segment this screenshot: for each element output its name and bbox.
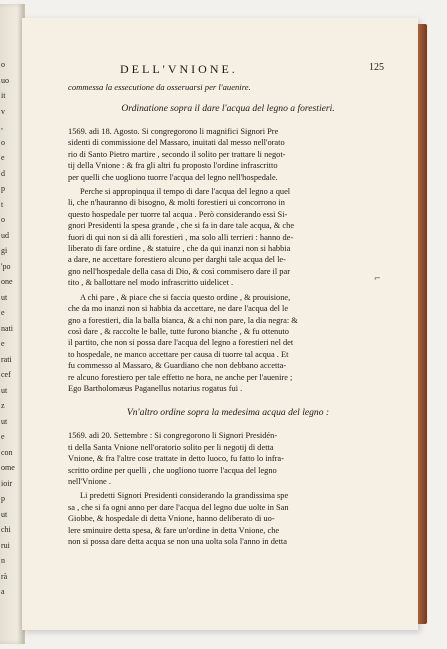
text-line: to hospedale, ne manco accettare per causa di tuorre tal acqua . Et bbox=[68, 349, 289, 359]
left-page-fragment: a bbox=[1, 587, 5, 596]
text-line: tito , & ballottare nel modo infrascritto uidelicet . bbox=[68, 278, 234, 288]
left-page-fragment: ome bbox=[1, 463, 15, 472]
left-page-fragment: p bbox=[1, 494, 5, 503]
left-page-fragment: ut bbox=[1, 292, 8, 302]
page-text-block bbox=[68, 62, 388, 550]
left-page-fragment: rà bbox=[1, 571, 8, 581]
left-page-fragment: gi bbox=[1, 246, 8, 255]
left-page-fragment: ud bbox=[1, 230, 9, 240]
left-page-fragment: ut bbox=[1, 416, 8, 426]
text-line: gno nell'hospedale della casa di Dio, & così commisero dare il par bbox=[68, 266, 290, 276]
text-line: re alcuno forestiero per tale effetto ne hora, ne anche per l'auenire ; bbox=[68, 372, 293, 382]
left-page-fragment: one bbox=[1, 277, 13, 286]
text-line: 1569. adi 20. Settembre : Si congregorono li Signori Presidén- bbox=[68, 431, 278, 441]
text-line: sidenti di commissione del Massaro, inuitati dal messo nell'orato bbox=[68, 138, 285, 148]
text-line: non si possa dare detta acqua se non una uolta sola l'anno in detta bbox=[68, 537, 287, 546]
left-page-fragment: z bbox=[1, 401, 5, 410]
left-page-fragment: v bbox=[1, 106, 5, 116]
text-line: per quelli che uogliono tuorre l'acqua del legno nell'hospedale. bbox=[68, 172, 278, 182]
left-page-fragment: ioir bbox=[1, 478, 13, 488]
left-page-fragment: uo bbox=[1, 75, 9, 85]
text-line: Giobbe, & hospedale di detta Vnione, hanno deliberato di uo- bbox=[68, 514, 275, 524]
page-number: 125 bbox=[369, 62, 384, 73]
text-line: liberato di fare ordine , & statuire , che da qui inanzi non si habbia bbox=[68, 244, 291, 254]
text-line: Vnione, & fra l'altre cose trattate in detto luoco, fu fatto lo infra- bbox=[68, 454, 284, 464]
text-line: lere sminuire detta spesa, & fare un'ordine in detta Vnione, che bbox=[68, 525, 280, 535]
left-page-fragment: p bbox=[1, 184, 5, 193]
left-page-fragment: ut bbox=[1, 509, 8, 519]
text-line: fu commesso al Massaro, & Guardiano che non debbano accetta- bbox=[68, 361, 287, 371]
text-line: A chi pare , & piace che si faccia questo ordine , & prouisione, bbox=[80, 292, 291, 302]
text-line: rio di Santo Pietro martire , secondo il solito per trattare li negot- bbox=[68, 149, 286, 159]
text-line: Perche si appropinqua il tempo di dare l'acqua del legno a quel bbox=[80, 187, 291, 197]
text-line: questo hospedale per tuorre tal acqua . Però considerando essi Si- bbox=[68, 209, 288, 219]
left-page-fragment: o bbox=[1, 137, 5, 147]
text-line: gnori Presidenti la spesa grande , che si fa in dare tale acqua, & che bbox=[68, 221, 295, 231]
text-line: che da mo inanzi non si habbia da accettare, ne dare l'acqua del le bbox=[68, 304, 289, 314]
book-cover-edge bbox=[418, 24, 427, 624]
left-page-fragment: e bbox=[1, 153, 5, 162]
left-page-fragment: 'po bbox=[1, 261, 11, 271]
running-head: DELL'VNIONE. bbox=[120, 62, 238, 76]
text-line: li, che n'hauranno di bisogno, & molti forestieri ui concorrono in bbox=[68, 198, 285, 208]
catchline: commessa la essecutione da osseruarsi per l'auenire. bbox=[68, 82, 251, 92]
text-line: gno a forestieri, dia la balla bianca, & a chi non pare, la dia negra: & bbox=[68, 315, 298, 325]
text-line: così dare , & raccolte le balle, tutte furono bianche , & fu ottenuto bbox=[68, 326, 289, 336]
text-line: sa , che si fa ogni anno per dare l'acqua del legno due uolte in San bbox=[68, 502, 289, 512]
left-page-fragment: , bbox=[1, 122, 3, 131]
left-page-fragment: d bbox=[1, 168, 5, 178]
text-line: 1569. adi 18. Agosto. Si congregorono li magnifici Signori Pre bbox=[68, 127, 279, 136]
left-page-fragment: rui bbox=[1, 540, 10, 550]
text-line: ti della Santa Vnione nell'oratorio solito per li negotij di detta bbox=[68, 442, 274, 452]
text-line: fuori di qui non si dà alli forestieri , ma solo alli terrieri : hanno de- bbox=[68, 232, 294, 242]
left-page-fragment: t bbox=[1, 199, 4, 209]
text-line: Li predetti Signori Presidenti considerando la grandissima spe bbox=[80, 491, 289, 501]
left-page-fragment: e bbox=[1, 432, 5, 441]
paragraph bbox=[68, 430, 388, 487]
section-heading-2: Vn'altro ordine sopra la medesima acqua del legno : bbox=[126, 407, 330, 419]
text-line: scritto ordine per quelli , che uogliono tuorre l'acqua del legno bbox=[68, 465, 277, 475]
left-page-fragment: nati bbox=[1, 323, 13, 333]
section-1-body bbox=[68, 126, 388, 397]
left-page-fragment: cef bbox=[1, 370, 11, 379]
section-2-body bbox=[68, 430, 388, 550]
left-page-fragment: e bbox=[1, 339, 5, 348]
left-page-fragment: rati bbox=[1, 354, 12, 364]
text-line: a dare, ne accettare forestiero alcuno per darghi tale acqua del le- bbox=[68, 255, 286, 265]
left-page-fragment: it bbox=[1, 91, 6, 100]
text-line: tij della Vnione : & fra gli altri fu proposto l'ordine infrascritto bbox=[68, 161, 278, 171]
paragraph bbox=[68, 186, 388, 289]
left-page-fragment: ut bbox=[1, 385, 8, 395]
paragraph bbox=[68, 490, 388, 547]
section-heading-1: Ordinatione sopra il dare l'acqua del legno a forestieri. bbox=[121, 103, 335, 114]
text-line: nell'Vnione . bbox=[68, 476, 111, 486]
left-page-fragment: o bbox=[1, 215, 5, 224]
paragraph bbox=[68, 126, 388, 183]
left-page-fragment: o bbox=[1, 60, 5, 69]
page-header bbox=[68, 62, 388, 78]
left-page-fragment: e bbox=[1, 308, 5, 317]
left-page-fragment: n bbox=[1, 556, 5, 565]
text-line: Ego Bartholomæus Paganellus notarius rogatus fui . bbox=[68, 383, 243, 393]
left-page-fragment: chi bbox=[1, 525, 11, 534]
margin-pencil-mark: ⌐ bbox=[374, 274, 381, 283]
left-page-fragment: con bbox=[1, 447, 13, 457]
text-line: il partito, che non si possa dare l'acqua del legno a forestieri nel det bbox=[68, 338, 294, 348]
paragraph bbox=[68, 292, 388, 395]
